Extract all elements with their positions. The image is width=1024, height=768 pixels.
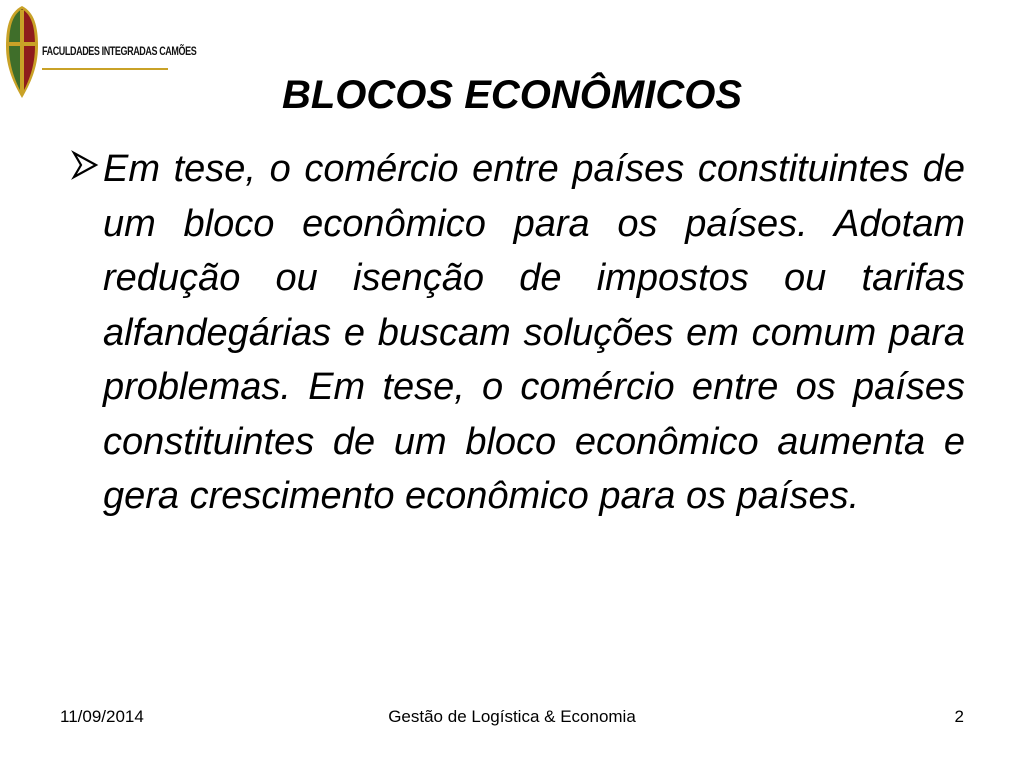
slide-title: BLOCOS ECONÔMICOS bbox=[281, 73, 743, 117]
arrow-bullet-icon bbox=[70, 145, 100, 185]
logo-text: FACULDADES INTEGRADAS CAMÕES bbox=[42, 44, 197, 58]
footer-date: 11/09/2014 bbox=[60, 707, 144, 726]
body-paragraph: Em tese, o comércio entre países constituintes de um bloco econômico para os países. Adotam redução ou isenção de impostos ou tarifas alfandegárias e buscam soluções em comum para problemas. Em tese, o comércio entre os países constituintes de um bloco econômico aumenta e gera crescimento econômico para os países. bbox=[103, 148, 965, 517]
footer-page-number: 2 bbox=[954, 707, 964, 726]
footer-course-title: Gestão de Logística & Economia bbox=[388, 707, 636, 726]
